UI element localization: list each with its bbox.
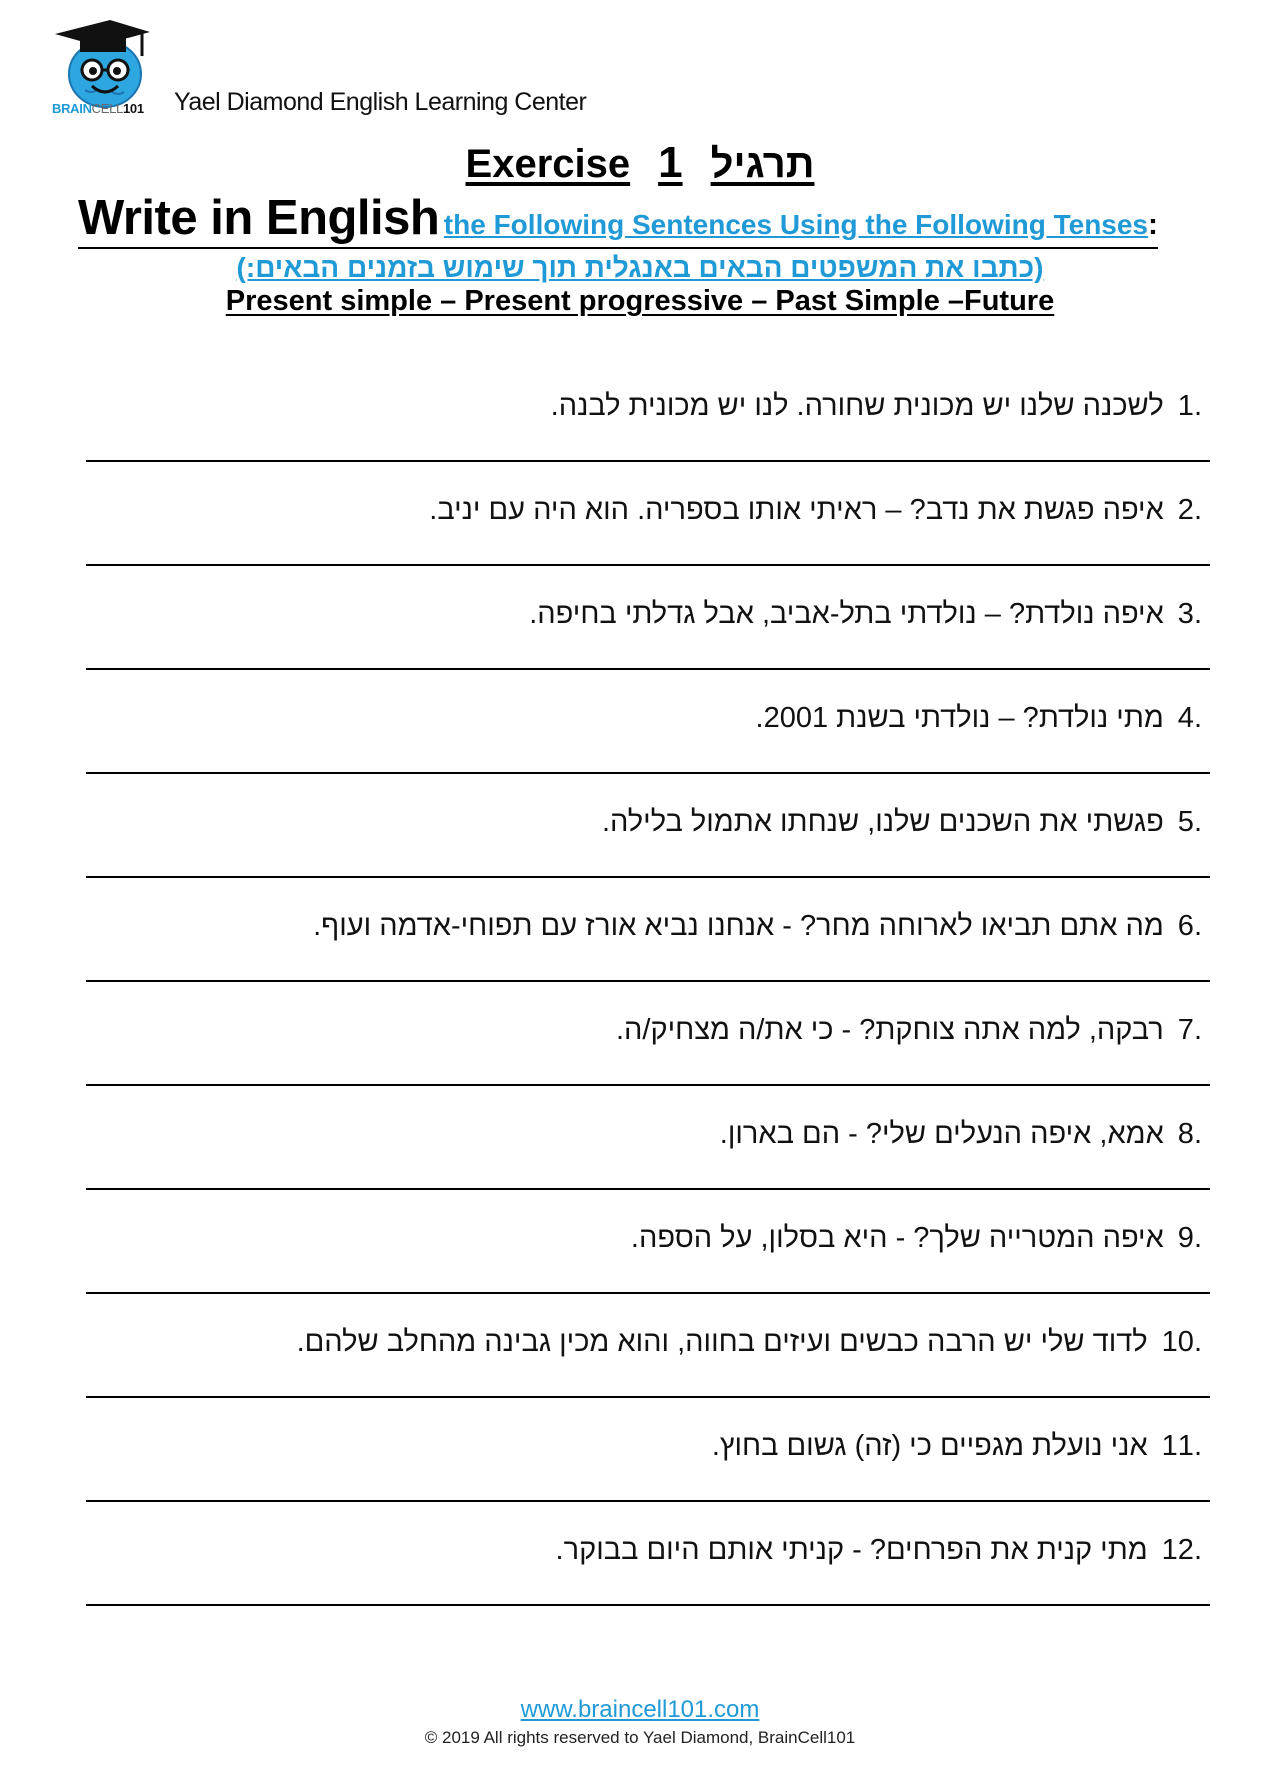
instructions: Write in English the Following Sentences Using the Following Tenses: <box>78 190 1158 249</box>
page-title <box>0 138 1280 188</box>
answer-line[interactable] <box>86 460 1210 462</box>
exercise-item: .7רבקה, למה אתה צוחקת? - כי את/ה מצחיק/ה. <box>86 1014 1210 1118</box>
exercise-item: .2איפה פגשת את נדב? – ראיתי אותו בספריה. הוא היה עם יניב. <box>86 494 1210 598</box>
exercise-item: .5פגשתי את השכנים שלנו, שנחתו אתמול בלילה. <box>86 806 1210 910</box>
brand-wordmark: BRAINCELL101 <box>52 101 144 116</box>
answer-line[interactable] <box>86 980 1210 982</box>
copyright-notice: © 2019 All rights reserved to Yael Diamond, BrainCell101 <box>424 1728 856 1747</box>
exercise-item: .10לדוד שלי יש הרבה כבשים ועיזים בחווה, והוא מכין גבינה מהחלב שלהם. <box>86 1326 1210 1430</box>
exercise-item: .11אני נועלת מגפיים כי (זה) גשום בחוץ. <box>86 1430 1210 1534</box>
tenses-list: Present simple – Present progressive – Past Simple –Future <box>225 285 1055 317</box>
answer-line[interactable] <box>86 1500 1210 1502</box>
answer-line[interactable] <box>86 1396 1210 1398</box>
exercise-item: .1לשכנה שלנו יש מכונית שחורה. לנו יש מכונית לבנה. <box>86 390 1210 494</box>
answer-line[interactable] <box>86 772 1210 774</box>
exercise-item: .3איפה נולדת? – נולדתי בתל-אביב, אבל גדלתי בחיפה. <box>86 598 1210 702</box>
answer-line[interactable] <box>86 1084 1210 1086</box>
exercise-item: .4מתי נולדת? – נולדתי בשנת 2001. <box>86 702 1210 806</box>
answer-line[interactable] <box>86 1292 1210 1294</box>
title-number: 1 <box>658 138 683 187</box>
answer-line[interactable] <box>86 668 1210 670</box>
answer-line[interactable] <box>86 1188 1210 1190</box>
title-english: Exercise <box>465 142 631 186</box>
answer-line[interactable] <box>86 876 1210 878</box>
exercise-item: .12מתי קנית את הפרחים? - קניתי אותם היום בבוקר. <box>86 1534 1210 1638</box>
instructions-bold: Write in English <box>78 191 440 245</box>
answer-line[interactable] <box>86 1604 1210 1606</box>
exercise-item: .6מה אתם תביאו לארוחה מחר? - אנחנו נביא אורז עם תפוחי-אדמה ועוף. <box>86 910 1210 1014</box>
instructions-blue: the Following Sentences Using the Following Tenses <box>443 209 1149 240</box>
center-name: Yael Diamond English Learning Center <box>174 88 587 116</box>
website-link[interactable]: www.braincell101.com <box>520 1696 760 1723</box>
exercise-item: .9איפה המטרייה שלך? - היא בסלון, על הספה. <box>86 1222 1210 1326</box>
answer-line[interactable] <box>86 564 1210 566</box>
title-hebrew: תרגיל <box>710 142 815 186</box>
exercise-item: .8אמא, איפה הנעלים שלי? - הם בארון. <box>86 1118 1210 1222</box>
instructions-hebrew: (כתבו את המשפטים הבאים באנגלית תוך שימוש בזמנים הבאים:) <box>236 252 1044 283</box>
